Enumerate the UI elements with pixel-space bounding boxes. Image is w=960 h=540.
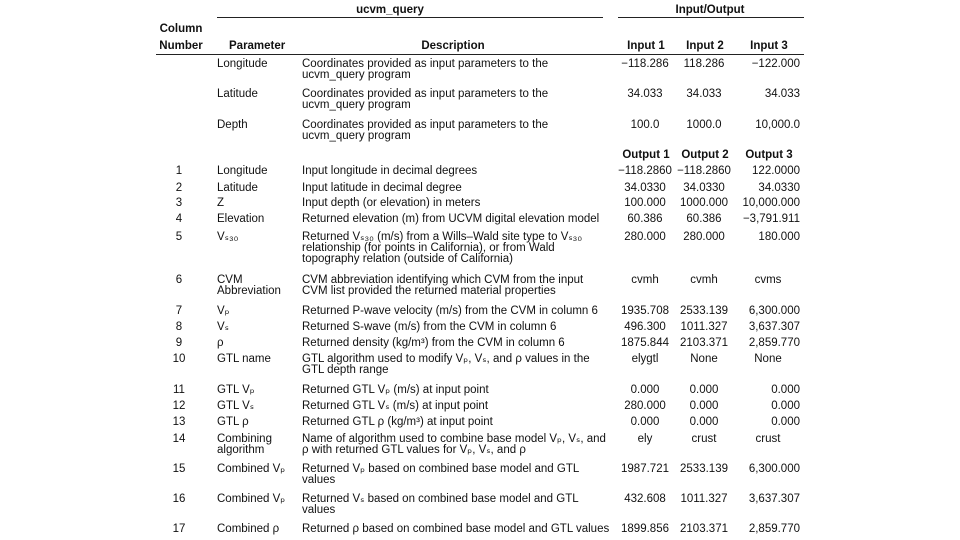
value-cell: crust (755, 433, 781, 445)
description-line: relationship (for points in California), or from Wald (302, 242, 555, 254)
value-cell: 60.386 (686, 213, 722, 225)
value-cell: 34.033 (764, 88, 800, 100)
description-line: Returned GTL Vₚ (m/s) at input point (302, 384, 489, 396)
value-cell: 10,000.0 (755, 119, 800, 131)
value-cell: 0.000 (630, 384, 660, 396)
description-line: Returned S-wave (m/s) from the CVM in column 6 (302, 321, 557, 333)
value-cell: 1000.0 (686, 119, 722, 131)
value-cell: 280.000 (683, 231, 725, 243)
output-3-header: Output 3 (745, 149, 793, 161)
row-number: 12 (172, 400, 186, 412)
value-cell: 1899.856 (621, 523, 669, 535)
value-cell: 60.386 (627, 213, 663, 225)
description-line: Returned Vₚ based on combined base model and GTL (302, 463, 580, 475)
description-line: GTL depth range (302, 364, 389, 376)
parameter-name: Longitude (217, 58, 268, 70)
parameter-name: Abbreviation (217, 285, 281, 297)
input-3-header: Input 3 (750, 40, 788, 52)
parameter-name: Vₚ (217, 305, 230, 317)
value-cell: None (690, 353, 718, 365)
value-cell: 118.286 (683, 58, 725, 70)
value-cell: 0.000 (771, 400, 800, 412)
output-1-header: Output 1 (622, 149, 670, 161)
value-cell: crust (691, 433, 717, 445)
row-number: 14 (172, 433, 186, 445)
parameter-name: Vₛ (217, 321, 229, 333)
value-cell: 6,300.000 (748, 463, 800, 475)
row-number: 10 (172, 353, 186, 365)
ucvm-query-header: ucvm_query (356, 4, 424, 16)
value-cell: None (754, 353, 782, 365)
parameter-name: Elevation (217, 213, 265, 225)
row-number: 3 (175, 197, 183, 209)
value-cell: cvmh (690, 274, 718, 286)
description-line: Returned density (kg/m³) from the CVM in column 6 (302, 337, 565, 349)
value-cell: 280.000 (624, 400, 666, 412)
description-line: ucvm_query program (302, 99, 411, 111)
parameter-name: Z (217, 197, 225, 209)
parameter-name: GTL Vₛ (217, 400, 255, 412)
description-line: ucvm_query program (302, 130, 411, 142)
row-number: 5 (175, 231, 183, 243)
description-line: values (302, 474, 336, 486)
row-number: 7 (175, 305, 183, 317)
value-cell: 2103.371 (680, 523, 728, 535)
value-cell: 100.0 (630, 119, 660, 131)
parameter-name: Combined Vₚ (217, 493, 286, 505)
parameter-name: GTL ρ (217, 416, 249, 428)
value-cell: 3,637.307 (748, 321, 800, 333)
value-cell: −3,791.911 (742, 213, 800, 225)
value-cell: 0.000 (630, 416, 660, 428)
value-cell: 34.0330 (624, 182, 666, 194)
description-line: Returned P-wave velocity (m/s) from the CVM in column 6 (302, 305, 598, 317)
value-cell: 100.000 (624, 197, 666, 209)
ucvm-query-rule (217, 17, 603, 18)
description-line: Input depth (or elevation) in meters (302, 197, 481, 209)
description-line: Returned GTL Vₛ (m/s) at input point (302, 400, 489, 412)
description-line: Input longitude in decimal degrees (302, 165, 478, 177)
value-cell: 34.033 (686, 88, 722, 100)
value-cell: 3,637.307 (748, 493, 800, 505)
value-cell: 432.608 (624, 493, 666, 505)
value-cell: 1875.844 (621, 337, 669, 349)
parameter-name: Longitude (217, 165, 268, 177)
input-2-header: Input 2 (686, 40, 724, 52)
parameter-name: Latitude (217, 88, 258, 100)
value-cell: 2533.139 (680, 463, 728, 475)
value-cell: 180.000 (758, 231, 800, 243)
value-cell: −122.000 (751, 58, 800, 70)
parameter-name: Depth (217, 119, 248, 131)
row-number: 17 (172, 523, 186, 535)
row-number: 15 (172, 463, 186, 475)
row-number: 13 (172, 416, 186, 428)
row-number: 1 (175, 165, 183, 177)
value-cell: 1987.721 (621, 463, 669, 475)
row-number: 9 (175, 337, 183, 349)
value-cell: −118.2860 (677, 165, 731, 177)
description-line: Returned ρ based on combined base model and GTL values (302, 523, 610, 535)
description-line: Coordinates provided as input parameters to the (302, 88, 549, 100)
parameter-name: Vₛ₃₀ (217, 231, 239, 243)
description-line: Name of algorithm used to combine base model Vₚ, Vₛ, and (302, 433, 606, 445)
parameter-name: Combined Vₚ (217, 463, 286, 475)
description-line: ρ with returned GTL values for Vₚ, Vₛ, and ρ (302, 444, 526, 456)
input-output-header: Input/Output (675, 4, 745, 16)
parameter-name: ρ (217, 337, 224, 349)
description-line: topography relation (outside of California) (302, 253, 513, 265)
row-number: 8 (175, 321, 183, 333)
value-cell: −118.2860 (618, 165, 672, 177)
input-1-header: Input 1 (627, 40, 665, 52)
parameter-header: Parameter (229, 40, 286, 52)
parameter-name: algorithm (217, 444, 265, 456)
parameter-name: CVM (217, 274, 243, 286)
description-line: values (302, 504, 336, 516)
parameter-name: Combined ρ (217, 523, 280, 535)
value-cell: 2533.139 (680, 305, 728, 317)
value-cell: 280.000 (624, 231, 666, 243)
value-cell: 0.000 (689, 384, 719, 396)
value-cell: 34.0330 (683, 182, 725, 194)
value-cell: 0.000 (771, 416, 800, 428)
row-number: 11 (173, 384, 185, 396)
value-cell: 2,859.770 (748, 337, 800, 349)
value-cell: 34.0330 (758, 182, 800, 194)
description-header: Description (421, 40, 485, 52)
parameter-name: Combining (217, 433, 272, 445)
value-cell: 6,300.000 (748, 305, 800, 317)
description-line: Returned GTL ρ (kg/m³) at input point (302, 416, 493, 428)
description-line: Returned elevation (m) from UCVM digital elevation model (302, 213, 600, 225)
header-bottom-rule (156, 54, 804, 55)
row-number: 4 (175, 213, 183, 225)
value-cell: 34.033 (627, 88, 663, 100)
value-cell: −118.286 (621, 58, 669, 70)
value-cell: 2103.371 (680, 337, 728, 349)
description-line: Returned Vₛ₃₀ (m/s) from a Wills–Wald site type to Vₛ₃₀ (302, 231, 583, 243)
description-line: CVM abbreviation identifying which CVM from the input (302, 274, 584, 286)
value-cell: 0.000 (771, 384, 800, 396)
value-cell: 1000.000 (680, 197, 728, 209)
description-line: Coordinates provided as input parameters to the (302, 58, 549, 70)
description-line: ucvm_query program (302, 69, 411, 81)
description-line: CVM list provided the returned material properties (302, 285, 556, 297)
parameter-name: GTL Vₚ (217, 384, 255, 396)
description-line: Returned Vₛ based on combined base model and GTL (302, 493, 579, 505)
value-cell: 122.0000 (752, 165, 800, 177)
value-cell: 0.000 (689, 416, 719, 428)
value-cell: cvmh (631, 274, 659, 286)
value-cell: elygtl (631, 353, 659, 365)
input-output-rule (618, 17, 804, 18)
description-line: GTL algorithm used to modify Vₚ, Vₛ, and ρ values in the (302, 353, 590, 365)
row-number: 6 (175, 274, 183, 286)
value-cell: 2,859.770 (748, 523, 800, 535)
column-number-header-1: Column (159, 23, 203, 35)
parameter-name: Latitude (217, 182, 258, 194)
output-2-header: Output 2 (681, 149, 729, 161)
description-line: Input latitude in decimal degree (302, 182, 462, 194)
value-cell: 10,000.000 (742, 197, 800, 209)
row-number: 16 (172, 493, 186, 505)
value-cell: 1011.327 (680, 493, 728, 505)
description-line: Coordinates provided as input parameters to the (302, 119, 549, 131)
value-cell: 1011.327 (680, 321, 728, 333)
value-cell: 1935.708 (621, 305, 669, 317)
value-cell: ely (637, 433, 653, 445)
parameter-name: GTL name (217, 353, 271, 365)
column-number-header-2: Number (159, 40, 203, 52)
value-cell: 496.300 (624, 321, 666, 333)
value-cell: 0.000 (689, 400, 719, 412)
value-cell: cvms (754, 274, 782, 286)
row-number: 2 (175, 182, 183, 194)
